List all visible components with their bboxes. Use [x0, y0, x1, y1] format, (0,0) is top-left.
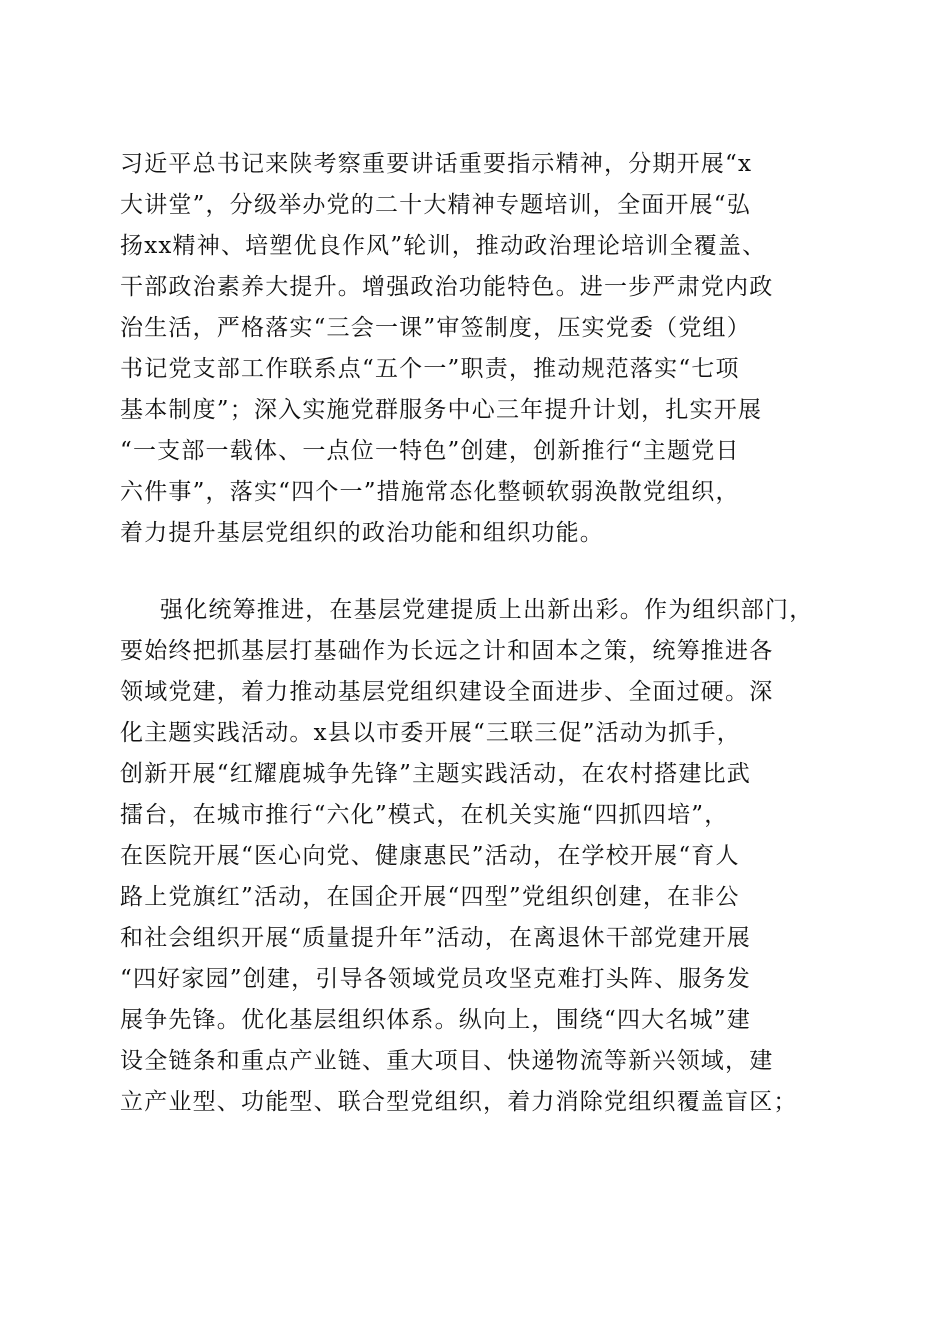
text-line: 领域党建，着力推动基层党组织建设全面进步、全面过硬。深: [120, 679, 774, 705]
text-line: 治生活，严格落实“三会一课”审签制度，压实党委（党组）: [120, 315, 751, 341]
text-line: 基本制度”；深入实施党群服务中心三年提升计划，扎实开展: [120, 397, 763, 423]
paragraph-1: [120, 144, 840, 554]
text-line: “四好家园”创建，引导各领域党员攻坚克难打头阵、服务发: [120, 966, 751, 992]
text-line: 六件事”，落实“四个一”措施常态化整顿软弱涣散党组织，: [120, 479, 740, 505]
text-line: 习近平总书记来陕考察重要讲话重要指示精神，分期开展“x: [120, 151, 753, 177]
text-line-first: 强化统筹推进，在基层党建提质上出新出彩。作为组织部门，: [160, 597, 814, 623]
text-line: 擂台，在城市推行“六化”模式，在机关实施“四抓四培”，: [120, 802, 729, 828]
paragraph-2: [120, 590, 840, 1123]
text-line: 着力提升基层党组织的政治功能和组织功能。: [120, 520, 604, 546]
text-line: 立产业型、功能型、联合型党组织，着力消除党组织覆盖盲区；: [120, 1089, 798, 1115]
text-line: 要始终把抓基层打基础作为长远之计和固本之策，统筹推进各: [120, 638, 774, 664]
text-line: 干部政治素养大提升。增强政治功能特色。进一步严肃党内政: [120, 274, 774, 300]
text-line: 书记党支部工作联系点“五个一”职责，推动规范落实“七项: [120, 356, 740, 382]
text-line: 在医院开展“医心向党、健康惠民”活动，在学校开展“育人: [120, 843, 740, 869]
text-line: 路上党旗红”活动，在国企开展“四型”党组织创建，在非公: [120, 884, 740, 910]
text-line: 扬xx精神、培塑优良作风”轮训，推动政治理论培训全覆盖、: [120, 233, 767, 259]
text-line: 设全链条和重点产业链、重大项目、快递物流等新兴领域，建: [120, 1048, 774, 1074]
text-line: 大讲堂”，分级举办党的二十大精神专题培训，全面开展“弘: [120, 192, 751, 218]
text-line: “一支部一载体、一点位一特色”创建，创新推行“主题党日: [120, 438, 740, 464]
text-line: 化主题实践活动。x县以市委开展“三联三促”活动为抓手，: [120, 720, 741, 746]
text-line: 创新开展“红耀鹿城争先锋”主题实践活动，在农村搭建比武: [120, 761, 751, 787]
text-line: 展争先锋。优化基层组织体系。纵向上，围绕“四大名城”建: [120, 1007, 751, 1033]
text-line: 和社会组织开展“质量提升年”活动，在离退休干部党建开展: [120, 925, 751, 951]
